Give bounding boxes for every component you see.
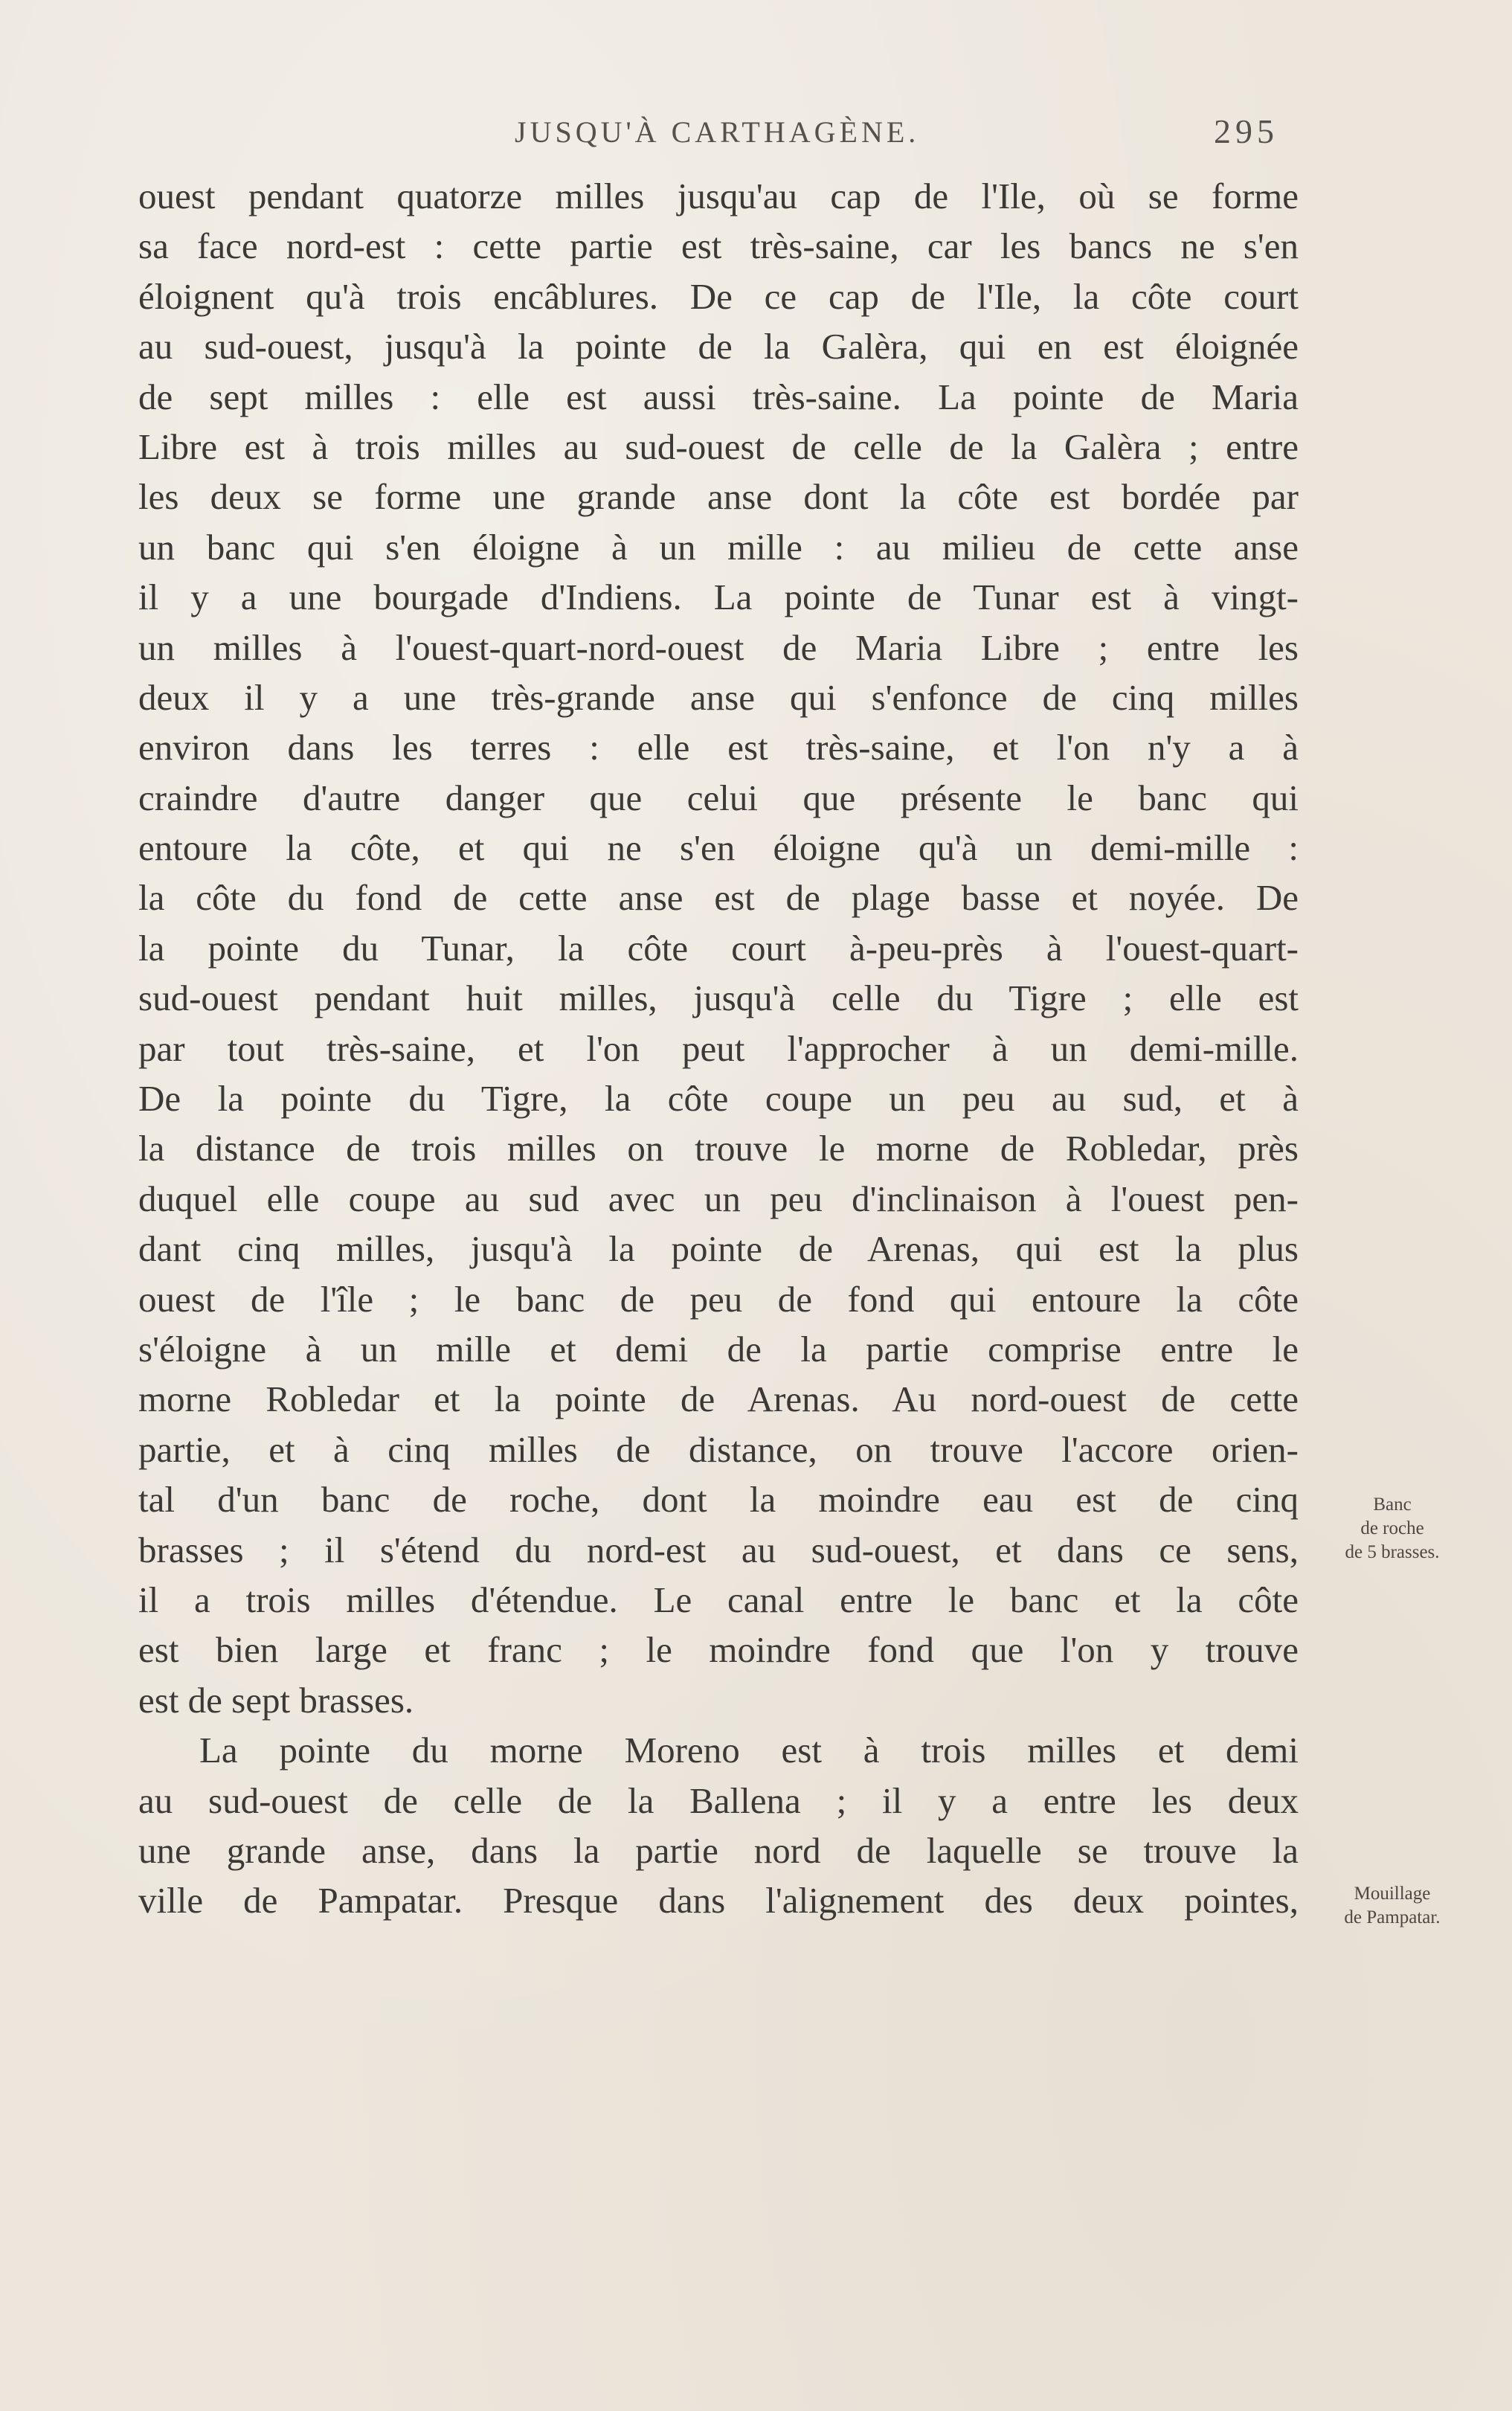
margin-note-banc <box>1303 1493 1482 1564</box>
margin-note-line: de Pampatar. <box>1344 1907 1441 1927</box>
text-line: une grande anse, dans la partie nord de laquelle se trouve la <box>138 1829 1299 1871</box>
page-number: 295 <box>1214 112 1278 150</box>
text-line: il a trois milles d'étendue. Le canal entre le banc et la côte <box>138 1579 1299 1620</box>
text-line: au sud-ouest de celle de la Ballena ; il y a entre les deux <box>138 1779 1299 1821</box>
text-line: Libre est à trois milles au sud-ouest de celle de la Galèra ; entre <box>138 426 1299 467</box>
text-line: s'éloigne à un mille et demi de la partie comprise entre le <box>138 1328 1299 1370</box>
text-line-paragraph-start: La pointe du morne Moreno est à trois milles et demi <box>199 1730 1299 1771</box>
text-line: ouest pendant quatorze milles jusqu'au cap de l'Ile, où se forme <box>138 176 1299 216</box>
text-line: tal d'un banc de roche, dont la moindre eau est de cinq <box>138 1479 1299 1521</box>
text-line: environ dans les terres : elle est très-saine, et l'on n'y a à <box>138 727 1299 768</box>
text-line: par tout très-saine, et l'on peut l'approcher à un demi-mille. <box>138 1027 1299 1069</box>
margin-note-line: Banc <box>1373 1495 1412 1515</box>
text-line: sa face nord-est : cette partie est très-saine, car les bancs ne s'en <box>138 225 1299 267</box>
text-line: craindre d'autre danger que celui que présente le banc qui <box>138 777 1299 818</box>
text-line: de sept milles : elle est aussi très-saine. La pointe de Maria <box>138 376 1299 417</box>
text-line: ouest de l'île ; le banc de peu de fond qui entoure la côte <box>138 1278 1299 1320</box>
text-line: dant cinq milles, jusqu'à la pointe de Arenas, qui est la plus <box>138 1228 1299 1270</box>
text-line: entoure la côte, et qui ne s'en éloigne qu'à un demi-mille : <box>138 827 1299 869</box>
text-line: ville de Pampatar. Presque dans l'alignement des deux pointes, <box>138 1880 1299 1922</box>
text-line-paragraph-end: est de sept brasses. <box>138 1679 414 1721</box>
text-line: un banc qui s'en éloigne à un mille : au milieu de cette anse <box>138 526 1299 568</box>
text-line: De la pointe du Tigre, la côte coupe un peu au sud, et à <box>138 1078 1299 1120</box>
margin-note-line: de roche <box>1360 1518 1424 1538</box>
margin-note-line: Mouillage <box>1354 1884 1431 1904</box>
text-line: morne Robledar et la pointe de Arenas. Au nord-ouest de cette <box>138 1378 1299 1420</box>
text-line: sud-ouest pendant huit milles, jusqu'à celle du Tigre ; elle est <box>138 977 1299 1019</box>
text-line: brasses ; il s'étend du nord-est au sud-ouest, et dans ce sens, <box>138 1529 1299 1570</box>
text-line: est bien large et franc ; le moindre fond que l'on y trouve <box>138 1629 1299 1671</box>
text-line: partie, et à cinq milles de distance, on trouve l'accore orien- <box>138 1428 1299 1470</box>
text-line: la côte du fond de cette anse est de plage basse et noyée. De <box>138 877 1299 919</box>
text-line: il y a une bourgade d'Indiens. La pointe de Tunar est à vingt- <box>138 577 1299 618</box>
margin-note-mouillage <box>1303 1882 1482 1930</box>
text-line: deux il y a une très-grande anse qui s'enfonce de cinq milles <box>138 676 1299 718</box>
text-line: la pointe du Tunar, la côte court à-peu-près à l'ouest-quart- <box>138 927 1299 969</box>
text-line: éloignent qu'à trois encâblures. De ce cap de l'Ile, la côte court <box>138 275 1299 317</box>
running-title: JUSQU'À CARTHAGÈNE. <box>515 115 920 149</box>
text-line: duquel elle coupe au sud avec un peu d'inclinaison à l'ouest pen- <box>138 1178 1299 1219</box>
body-text <box>138 171 1299 1926</box>
running-head <box>0 112 1512 156</box>
margin-note-line: de 5 brasses. <box>1345 1542 1440 1562</box>
text-line: au sud-ouest, jusqu'à la pointe de la Galèra, qui en est éloignée <box>138 326 1299 367</box>
text-line: un milles à l'ouest-quart-nord-ouest de Maria Libre ; entre les <box>138 626 1299 668</box>
text-line: la distance de trois milles on trouve le morne de Robledar, près <box>138 1128 1299 1169</box>
text-line: les deux se forme une grande anse dont la côte est bordée par <box>138 476 1299 518</box>
